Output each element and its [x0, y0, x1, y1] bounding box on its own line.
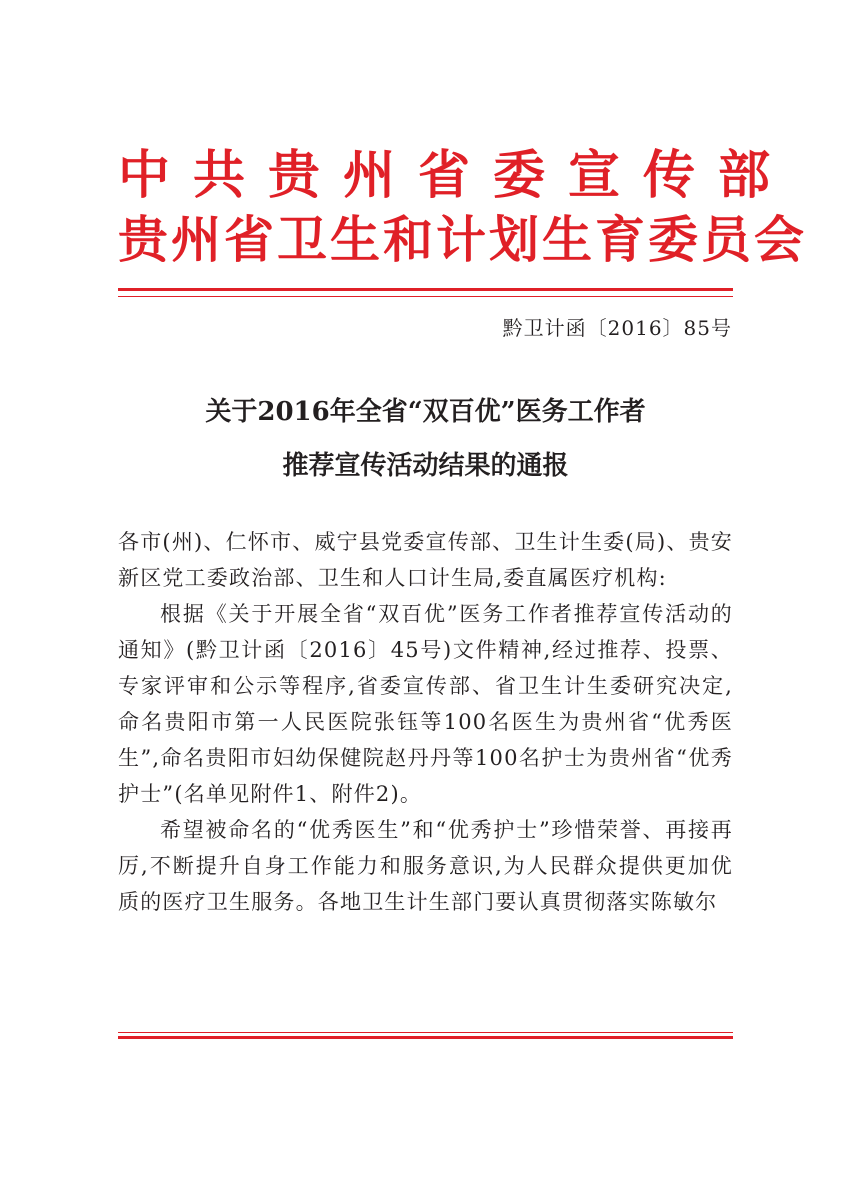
header-rule-thick	[118, 288, 733, 291]
issuer-line-1: 中共贵州省委宣传部	[118, 145, 794, 206]
body-paragraph-1: 根据《关于开展全省“双百优”医务工作者推荐宣传活动的通知》(黔卫计函〔2016〕45号)文件精神,经过推荐、投票、专家评审和公示等程序,省委宣传部、省卫生计生委研究决定,命名贵阳市第一人民医院张钰等100名医生为贵州省“优秀医生”,命名贵阳市妇幼保健院赵丹丹等100名护士为贵州省“优秀护士”(名单见附件1、附件2)。	[118, 602, 733, 806]
footer-rule-thick	[118, 1036, 733, 1039]
issuer-line-2: 贵州省卫生和计划生育委员会	[118, 210, 807, 269]
body-paragraph-2: 希望被命名的“优秀医生”和“优秀护士”珍惜荣誉、再接再厉,不断提升自身工作能力和服务意识,为人民群众提供更加优质的医疗卫生服务。各地卫生计生部门要认真贯彻落实陈敏尔	[118, 818, 733, 914]
salutation: 各市(州)、仁怀市、威宁县党委宣传部、卫生计生委(局)、贵安新区党工委政治部、卫生和人口计生局,委直属医疗机构:	[118, 530, 733, 590]
title-line-1: 关于2016年全省“双百优”医务工作者	[205, 397, 646, 427]
document-body	[118, 524, 733, 920]
document-number: 黔卫计函〔2016〕85号	[502, 316, 732, 340]
footer-rule-thin	[118, 1032, 733, 1033]
title-line-2: 推荐宣传活动结果的通报	[282, 451, 569, 481]
header-rule-thin	[118, 296, 733, 297]
